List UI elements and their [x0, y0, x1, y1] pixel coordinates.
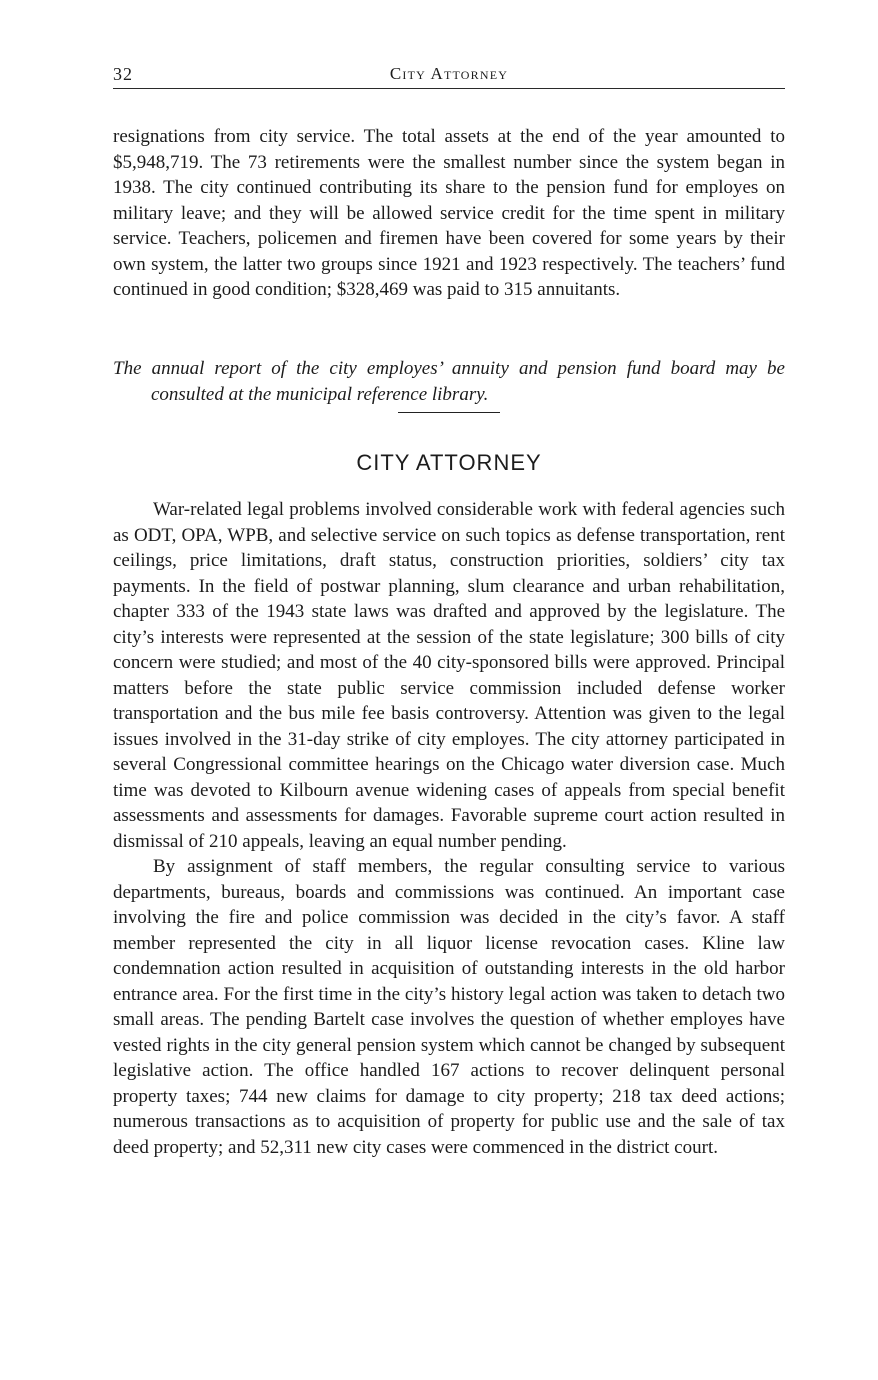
- intro-text-block: [113, 124, 785, 303]
- section-paragraph-1: War-related legal problems involved considerable work with federal agencies such as ODT, OPA, WPB, and selective service on such topics as defense transportation, rent ceilings, price limitations, draft status, construction priorities, soldiers’ city tax payments. In the field of postwar planning, slum clearance and urban rehabilitation, chapter 333 of the 1943 state laws was drafted and approved by the legislature. The city’s interests were represented at the session of the state legislature; 300 bills of city concern were studied; and most of the 40 city-sponsored bills were approved. Principal matters before the state public service commission included defense worker transportation and the bus mile fee basis controversy. Attention was given to the legal issues involved in the 31-day strike of city employes. The city attorney participated in several Congressional committee hearings on the Chicago water diversion case. Much time was devoted to Kilbourn avenue widening cases of appeals from special benefit assessments and assessments for damages. Favorable supreme court action resulted in dismissal of 210 appeals, leaving an equal number pending.: [113, 499, 785, 852]
- section-divider: [398, 412, 500, 413]
- section-heading: CITY ATTORNEY: [356, 450, 542, 475]
- section-body: [113, 497, 785, 1160]
- page-number: 32: [113, 64, 133, 84]
- intro-paragraph: resignations from city service. The total assets at the end of the year amounted to $5,948,719. The 73 retirements were the smallest number since the system began in 1938. The city continued contributing its share to the pension fund for employes on military leave; and they will be allowed service credit for the time spent in military service. Teachers, policemen and firemen have been covered for some years by their own system, the latter two groups since 1921 and 1923 respectively. The teachers’ fund continued in good condition; $328,469 was paid to 315 annuitants.: [113, 126, 785, 300]
- running-header: [113, 62, 785, 89]
- section-paragraph-2: By assignment of staff members, the regular consulting service to various departments, bureaus, boards and commissions was continued. An important case involving the fire and police commission was decided in the city’s favor. A staff member represented the city in all liquor license revocation cases. Kline law condemnation action resulted in acquisition of outstanding interests in the old harbor entrance area. For the first time in the city’s history legal action was taken to detach two small areas. The pending Bartelt case involves the question of whether employes have vested rights in the city general pension system which cannot be changed by subsequent legislative action. The office handled 167 actions to recover delinquent personal property taxes; 744 new claims for damage to city property; 218 tax deed actions; numerous transactions as to acquisition of property for public use and the sale of tax deed property; and 52,311 new city cases were commenced in the district court.: [113, 856, 785, 1158]
- reference-note: The annual report of the city employes’ annuity and pension fund board may be consulted at the municipal reference library.: [113, 358, 785, 405]
- running-title: City Attorney: [389, 64, 509, 83]
